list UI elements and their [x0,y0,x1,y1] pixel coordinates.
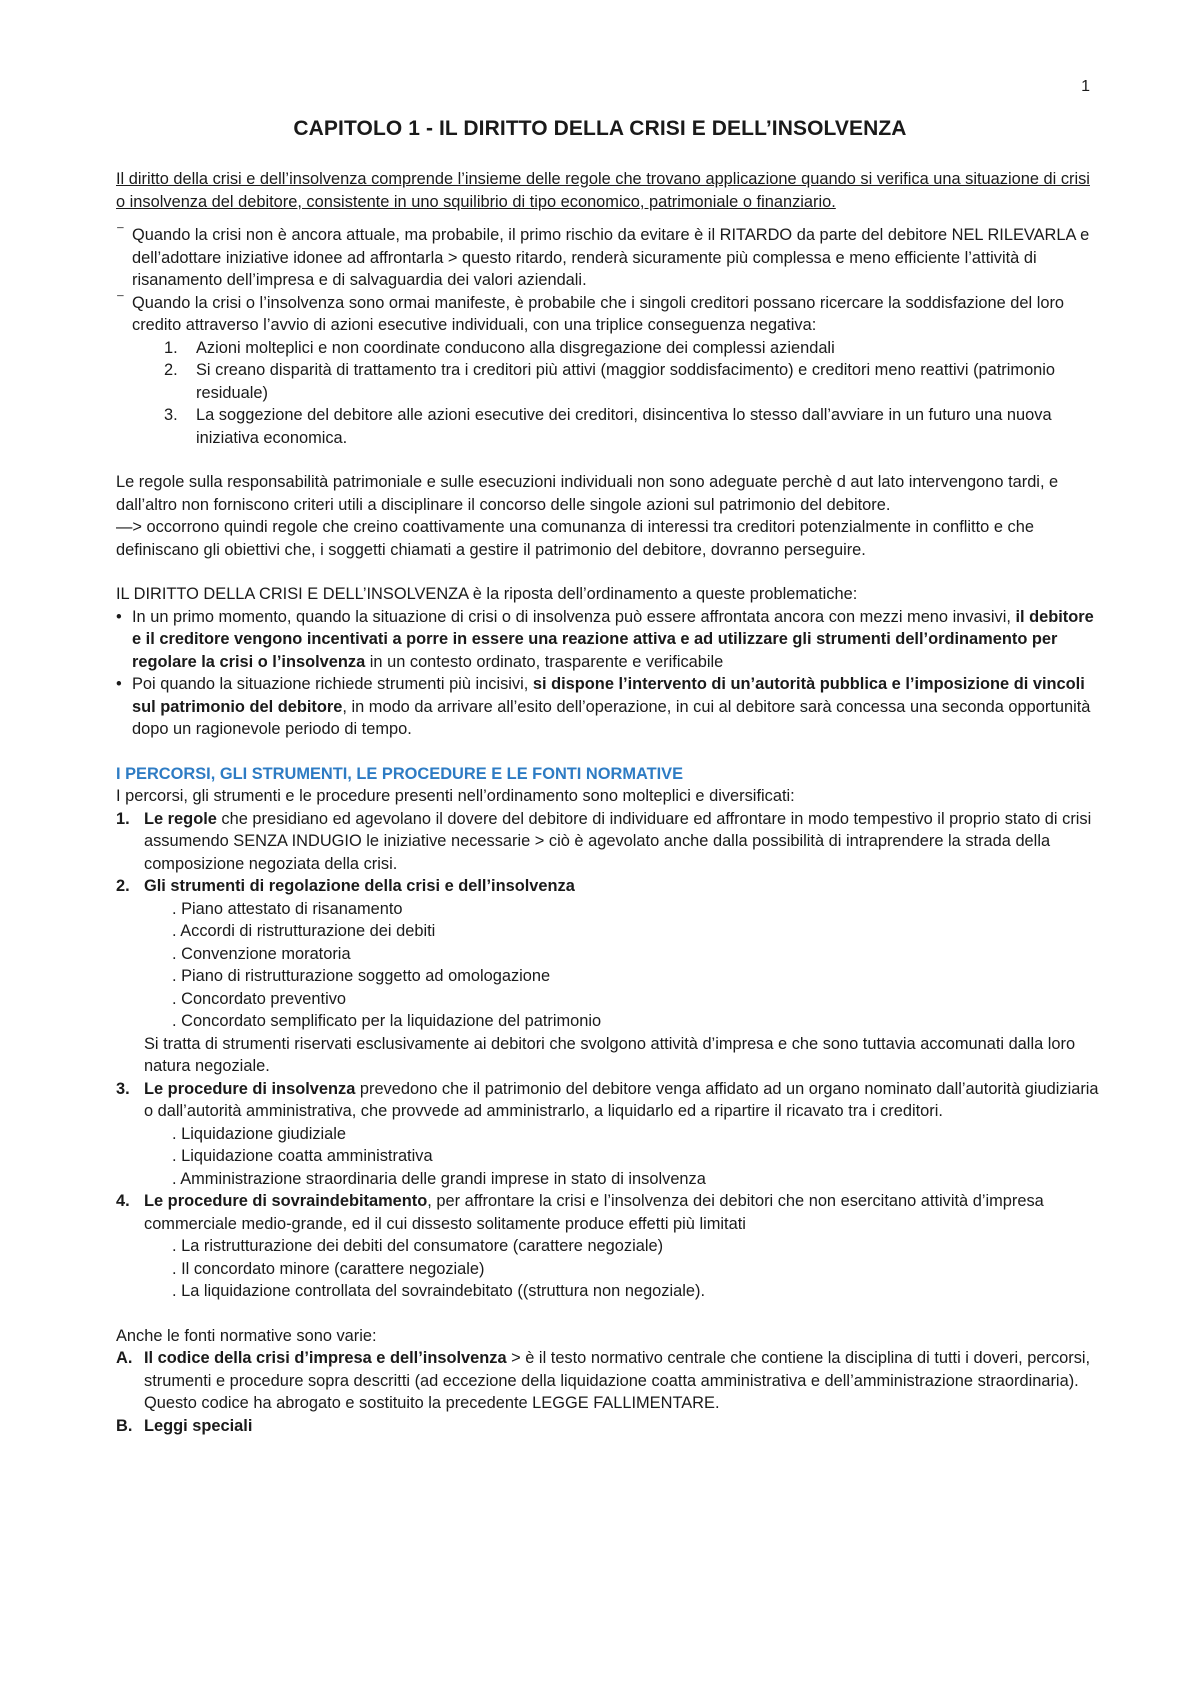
bullet-text: , in modo da arrivare all’esito dell’operazione, in cui al debitore sarà concessa una seconda opportunità dopo un ragionevole periodo di tempo. [132,697,1091,738]
paragraph: Le regole sulla responsabilità patrimoniale e sulle esecuzioni individuali non sono adeguate perchè d aut lato intervengono tardi, e dall’altro non forniscono criteri utili a disciplinare il concorso delle singole azioni sul patrimonio del debitore. [116,473,1059,514]
bullet-list [116,606,1100,741]
dash-item-text: Quando la crisi non è ancora attuale, ma probabile, il primo rischio da evitare è il RITARDO da parte del debitore NEL RILEVARLA e dell’adottare iniziative idonee ad affrontarla > questo ritardo, renderà sicuramente più complessa e meno efficiente l’attività di risanamento dell’impresa e di salvaguardia dei valori aziendali. [132,226,1090,289]
main-item [116,808,1100,876]
spacer [116,449,1100,471]
procedure-sovra-list [144,1235,1100,1303]
fonte-bold: Il codice della crisi d’impresa e dell’insolvenza [144,1349,507,1367]
fonti-list [116,1347,1100,1437]
consequence-text: La soggezione del debitore alle azioni esecutive dei creditori, disincentiva lo stesso dall’avviare in un futuro una nuova iniziativa economica. [196,406,1052,447]
fonti-intro: Anche le fonti normative sono varie: [116,1326,377,1345]
main-item [116,1078,1100,1191]
bullet-text: In un primo momento, quando la situazione di crisi o di insolvenza può essere affrontata ancora con mezzi meno invasivi, [132,607,1016,626]
paragraph: —> occorrono quindi regole che creino coattivamente una comunanza di interessi tra creditori potenzialmente in conflitto e che definiscano gli obiettivi che, i soggetti chiamati a gestire il patrimonio del debitore, dovranno perseguire. [116,518,1034,559]
item-number: 2. [116,877,130,895]
bullet-item [116,673,1100,741]
section-intro: I percorsi, gli strumenti e le procedure presenti nell’ordinamento sono molteplici e diversificati: [116,787,795,805]
sub-item: . Amministrazione straordinaria delle grandi imprese in stato di insolvenza [172,1169,706,1188]
main-list [116,808,1100,1303]
fonte-bold: Leggi speciali [144,1416,253,1435]
sub-item: . La liquidazione controllata del sovraindebitato ((struttura non negoziale). [172,1282,706,1300]
item-number: 1. [164,338,178,357]
spacer [116,561,1100,583]
consequence-item [164,359,1100,404]
main-item-bold: Le procedure di insolvenza [144,1079,356,1098]
dash-item [116,224,1100,292]
spacer [116,1303,1100,1325]
section-heading: I PERCORSI, GLI STRUMENTI, LE PROCEDURE E LE FONTI NORMATIVE [116,764,684,783]
sub-item: . Piano attestato di risanamento [172,899,403,918]
item-number: 3. [164,406,178,424]
consequences-list [116,337,1100,450]
bullet-item [116,606,1100,674]
sub-item: . Concordato semplificato per la liquidazione del patrimonio [172,1012,602,1030]
bullet-marker: • [116,607,122,626]
chapter-title: CAPITOLO 1 - IL DIRITTO DELLA CRISI E DELL’INSOLVENZA [293,117,907,140]
fonte-item [116,1415,1100,1438]
fonte-extra: Questo codice ha abrogato e sostituito la precedente LEGGE FALLIMENTARE. [144,1394,720,1412]
bullet-bold-text: si dispone l’intervento di un’autorità pubblica e l’imposizione di vincoli sul patrimonio del debitore [132,675,1085,716]
spacer [116,741,1100,763]
bullet-bold-text: il debitore e il creditore vengono incentivati a porre in essere una reazione attiva e ad utilizzare gli strumenti dell’ordinamento per regolare la crisi o l’insolvenza [132,607,1094,671]
sub-item: . La ristrutturazione dei debiti del consumatore (carattere negoziale) [172,1237,664,1255]
item-number: 3. [116,1079,130,1098]
strumenti-list [144,898,1100,1033]
page-number: 1 [1081,78,1090,95]
main-item [116,875,1100,1078]
main-item-bold: Gli strumenti di regolazione della crisi e dell’insolvenza [144,877,575,895]
item-letter: B. [116,1416,133,1435]
consequence-item [164,337,1100,360]
consequence-text: Azioni molteplici e non coordinate conducono alla disgregazione dei complessi aziendali [196,338,835,357]
item-letter: A. [116,1349,133,1367]
strumenti-note: Si tratta di strumenti riservati esclusivamente ai debitori che svolgono attività d’impresa e che sono tuttavia accomunati dalla loro natura negoziale. [144,1034,1076,1075]
sub-item: . Concordato preventivo [172,989,347,1008]
dash-item [116,289,1100,450]
paragraph: IL DIRITTO DELLA CRISI E DELL’INSOLVENZA è la riposta dell’ordinamento a queste problematiche: [116,585,858,603]
main-item-text: che presidiano ed agevolano il dovere del debitore di individuare ed affrontare in modo tempestivo il proprio stato di crisi assumendo SENZA INDUGIO le iniziative necessarie > ciò è agevolato anche dalla possibilità di intraprendere la strada della composizione negoziata della crisi. [144,809,1092,873]
sub-item: . Liquidazione coatta amministrativa [172,1147,433,1165]
dash-marker: ⁻ [116,289,125,308]
item-number: 2. [164,361,178,379]
dash-list [116,224,1100,449]
bullet-text: in un contesto ordinato, trasparente e verificabile [365,652,724,671]
main-item-text: , per affrontare la crisi e l’insolvenza dei debitori che non esercitano attività d’impresa commerciale medio-grande, ed il cui dissesto solitamente produce effetti più limitati [144,1192,1044,1233]
fonte-item [116,1347,1100,1415]
sub-item: . Liquidazione giudiziale [172,1124,347,1143]
main-item-bold: Le procedure di sovraindebitamento [144,1192,428,1210]
main-item [116,1190,1100,1303]
main-item-bold: Le regole [144,809,217,828]
bullet-text: Poi quando la situazione richiede strumenti più incisivi, [132,675,533,693]
sub-item: . Convenzione moratoria [172,944,351,963]
main-item-text: prevedono che il patrimonio del debitore venga affidato ad un organo nominato dall’autorità giudiziaria o dall’autorità amministrativa, che provvede ad amministrarlo, a liquidarlo ed a ripartire il ricavato tra i creditori. [144,1079,1099,1120]
document-body [116,168,1100,1437]
consequence-text: Si creano disparità di trattamento tra i creditori più attivi (maggior soddisfacimento) e creditori meno reattivi (patrimonio residuale) [196,361,1056,402]
sub-item: . Accordi di ristrutturazione dei debiti [172,922,436,940]
sub-item: . Piano di ristrutturazione soggetto ad omologazione [172,967,551,985]
dash-marker: ⁻ [116,222,125,240]
procedure-insolvenza-list [144,1123,1100,1191]
sub-item: . Il concordato minore (carattere negoziale) [172,1259,485,1278]
dash-item-text: Quando la crisi o l’insolvenza sono ormai manifeste, è probabile che i singoli creditori possano ricercare la soddisfazione del loro credito attraverso l’avvio di azioni esecutive individuali, con una triplice conseguenza negativa: [132,293,1065,334]
item-number: 1. [116,809,130,828]
consequence-item [164,404,1100,449]
item-number: 4. [116,1192,130,1210]
fonte-text: > è il testo normativo centrale che contiene la disciplina di tutti i doveri, percorsi, strumenti e procedure sopra descritti (ad eccezione della liquidazione coatta amministrativa e dell’amministrazione straordinaria). [144,1349,1091,1390]
bullet-marker: • [116,675,122,693]
intro-paragraph: Il diritto della crisi e dell’insolvenza comprende l’insieme delle regole che trovano applicazione quando si verifica una situazione di crisi o insolvenza del debitore, consistente in uno squilibrio di tipo economico, patrimoniale o finanziario. [116,170,1090,211]
